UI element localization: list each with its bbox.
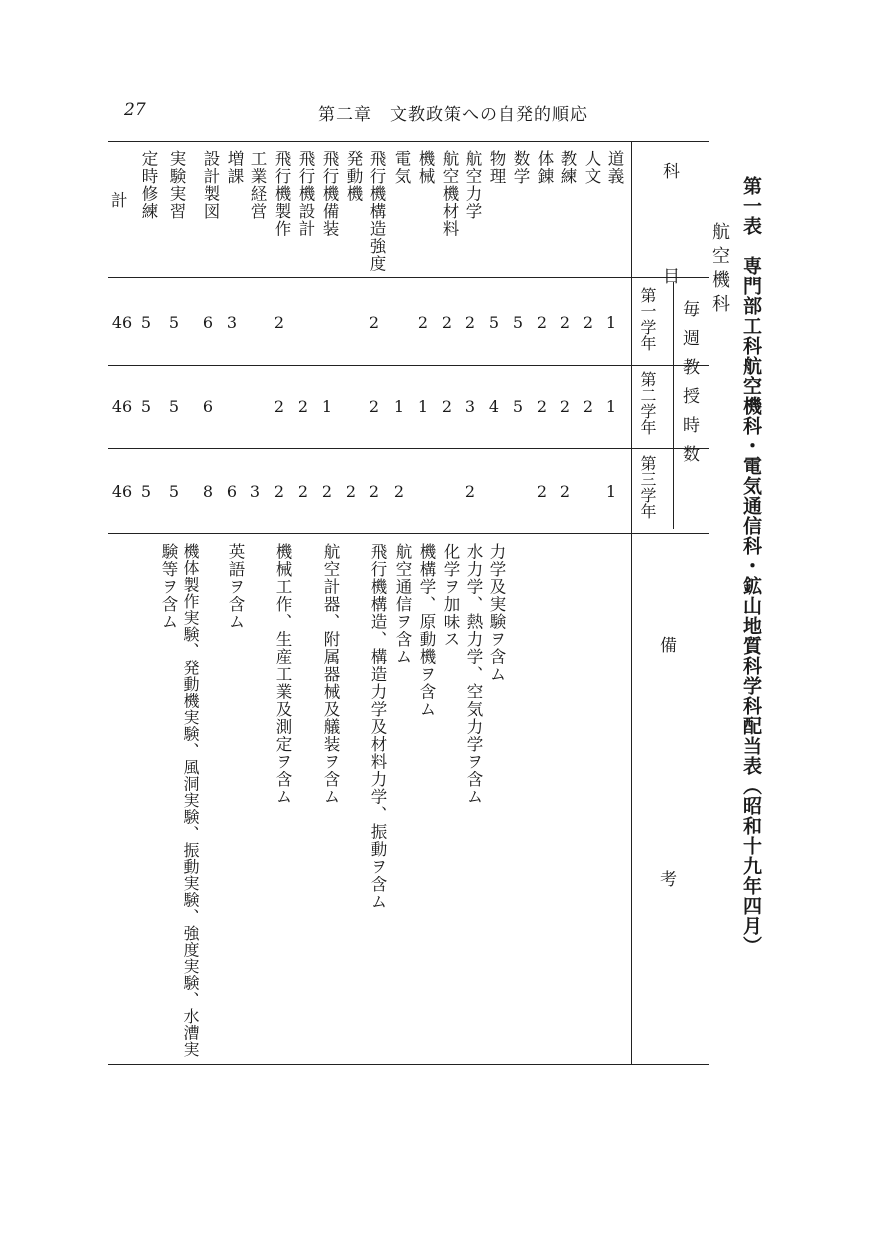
hours-year3: 2 [273, 482, 285, 501]
hours-year2: 2 [582, 397, 594, 416]
year-header-rule [673, 282, 674, 529]
remark: 化学ヲ加味ス [441, 543, 460, 648]
remark: 水力学、熱力学、空気力学ヲ含ム [464, 543, 483, 806]
hours-year3: 2 [559, 482, 571, 501]
hours-year1: 5 [168, 313, 180, 332]
subject-name: 体錬 [535, 150, 554, 185]
hours-year3: 2 [321, 482, 333, 501]
hours-year2: 5 [512, 397, 524, 416]
hours-year2: 3 [464, 397, 476, 416]
hours-year2: 1 [393, 397, 405, 416]
hours-year1: 2 [368, 313, 380, 332]
department-name: 航空機科 [709, 222, 730, 318]
hours-year3: 5 [168, 482, 180, 501]
subject-name: 飛行機備装 [320, 150, 339, 238]
hours-year3: 2 [393, 482, 405, 501]
subject-row-rule [108, 277, 709, 278]
hours-year3: 3 [249, 482, 261, 501]
hours-year1: 6 [202, 313, 214, 332]
table-bottom-rule [108, 1064, 709, 1065]
hours-year3: 2 [297, 482, 309, 501]
year1-header: 第一学年 [638, 287, 657, 351]
hours-year2: 2 [273, 397, 285, 416]
remark: 機体製作実験、発動機実験、風洞実験、振動実験、強度実験、水漕実 [181, 543, 200, 1058]
remark: 機械工作、生産工業及測定ヲ含ム [273, 543, 292, 806]
subject-name: 工業経営 [248, 150, 267, 220]
hours-year2: 1 [417, 397, 429, 416]
hours-year1: 2 [417, 313, 429, 332]
subject-name: 定時修練 [139, 150, 158, 220]
header-column-rule [631, 141, 632, 1065]
subject-name: 発動機 [344, 150, 363, 203]
hours-year2: 2 [368, 397, 380, 416]
subject-name: 数学 [511, 150, 530, 185]
year1-row-rule [108, 365, 709, 366]
hours-year2: 1 [605, 397, 617, 416]
hours-year2: 1 [321, 397, 333, 416]
subject-name: 航空力学 [463, 150, 482, 220]
year3-row-rule [108, 533, 709, 534]
hours-year1: 2 [536, 313, 548, 332]
subject-name: 航空機材料 [440, 150, 459, 238]
hours-year3: 2 [368, 482, 380, 501]
remark-continuation: 験等ヲ含ム [159, 543, 178, 631]
subject-name: 増課 [225, 150, 244, 185]
subject-name: 設計製図 [201, 150, 220, 220]
hours-year2: 5 [140, 397, 152, 416]
hours-year2: 2 [297, 397, 309, 416]
weekly-hours-header: 毎週教授時数 [679, 300, 699, 474]
hours-year1: 5 [512, 313, 524, 332]
hours-year1: 3 [226, 313, 238, 332]
year2-row-rule [108, 448, 709, 449]
subject-name: 電気 [392, 150, 411, 185]
hours-year1: 2 [559, 313, 571, 332]
hours-year1: 5 [140, 313, 152, 332]
table-top-rule [108, 141, 709, 142]
remarks-header: 備 考 [656, 636, 676, 896]
hours-year1: 2 [582, 313, 594, 332]
subject-name: 人文 [582, 150, 601, 185]
remark: 飛行機構造、構造力学及材料力学、振動ヲ含ム [368, 543, 387, 911]
hours-year2-total: 46 [111, 397, 133, 416]
hours-year1-total: 46 [111, 313, 133, 332]
hours-year3: 5 [140, 482, 152, 501]
hours-year2: 2 [536, 397, 548, 416]
table-title: 第一表 専門部工科航空機科・電気通信科・鉱山地質科学科配当表（昭和十九年四月） [740, 176, 762, 956]
hours-year3: 8 [202, 482, 214, 501]
hours-year3: 6 [226, 482, 238, 501]
year3-header: 第三学年 [638, 455, 657, 519]
year2-header: 第二学年 [638, 371, 657, 435]
subject-header: 科 目 [659, 162, 679, 302]
hours-year3: 2 [345, 482, 357, 501]
hours-year1: 5 [488, 313, 500, 332]
remark: 航空通信ヲ含ム [393, 543, 412, 666]
subject-name: 物理 [487, 150, 506, 185]
hours-year2: 2 [441, 397, 453, 416]
hours-year1: 1 [605, 313, 617, 332]
subject-name: 飛行機設計 [296, 150, 315, 238]
page-number: 27 [124, 100, 146, 120]
hours-year2: 4 [488, 397, 500, 416]
hours-year2: 6 [202, 397, 214, 416]
subject-name: 道義 [605, 150, 624, 185]
subject-name: 実験実習 [167, 150, 186, 220]
subject-name: 教練 [558, 150, 577, 185]
hours-year3: 1 [605, 482, 617, 501]
hours-year3: 2 [464, 482, 476, 501]
hours-year2: 5 [168, 397, 180, 416]
subject-name: 飛行機構造強度 [367, 150, 386, 273]
running-header: 第二章 文教政策への自発的順応 [318, 105, 588, 125]
hours-year1: 2 [464, 313, 476, 332]
hours-year3-total: 46 [111, 482, 133, 501]
remark: 力学及実験ヲ含ム [487, 543, 506, 683]
remark: 機構学、原動機ヲ含ム [417, 543, 436, 718]
subject-name: 飛行機製作 [272, 150, 291, 238]
hours-year1: 2 [273, 313, 285, 332]
remark: 航空計器、附属器械及艤装ヲ含ム [321, 543, 340, 806]
total-label: 計 [111, 191, 128, 210]
hours-year1: 2 [441, 313, 453, 332]
hours-year3: 2 [536, 482, 548, 501]
hours-year2: 2 [559, 397, 571, 416]
subject-name: 機械 [416, 150, 435, 185]
remark: 英語ヲ含ム [226, 543, 245, 631]
